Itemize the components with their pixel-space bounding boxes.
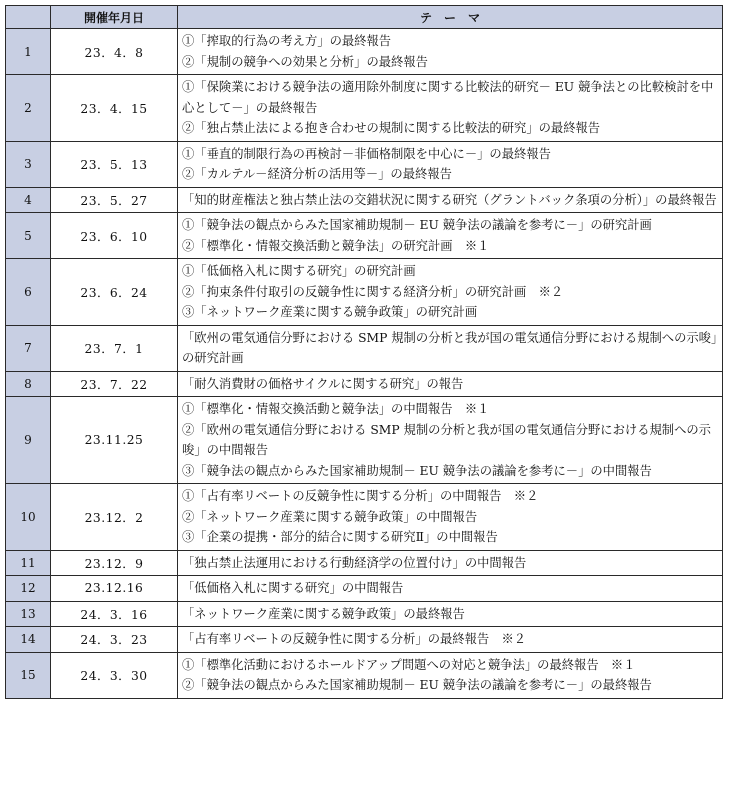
row-date: 23.12．2	[51, 484, 178, 551]
theme-line: 「知的財産権法と独占禁止法の交錯状況に関する研究（グラントバック条項の分析）」の最終報告	[182, 192, 717, 207]
row-theme	[178, 141, 723, 187]
theme-line: ①「標準化活動におけるホールドアップ問題への対応と競争法」の最終報告 ※１	[182, 657, 636, 672]
theme-line: ②「カルテル－経済分析の活用等－」の最終報告	[182, 167, 452, 181]
table-row	[6, 213, 723, 259]
row-theme	[178, 371, 723, 397]
row-number: 13	[6, 601, 51, 627]
row-number: 7	[6, 325, 51, 371]
row-number: 12	[6, 576, 51, 602]
table-row	[6, 371, 723, 397]
theme-line: 「占有率リベートの反競争性に関する分析」の最終報告 ※２	[182, 632, 527, 646]
row-number: 2	[6, 75, 51, 142]
table-row	[6, 601, 723, 627]
row-theme	[178, 484, 723, 551]
header-date: 開催年月日	[51, 6, 178, 29]
row-date: 23．5．13	[51, 141, 178, 187]
theme-line: ②「ネットワーク産業に関する競争政策」の中間報告	[182, 509, 478, 524]
header-theme: テ ー マ	[178, 6, 723, 29]
theme-line: 「耐久消費財の価格サイクルに関する研究」の報告	[182, 376, 464, 391]
row-number: 6	[6, 259, 51, 326]
theme-line: ③「企業の提携・部分的結合に関する研究Ⅱ」の中間報告	[182, 530, 498, 544]
row-number: 14	[6, 627, 51, 653]
row-theme	[178, 576, 723, 602]
row-number: 10	[6, 484, 51, 551]
row-date: 23.12．9	[51, 550, 178, 576]
theme-line: ①「競争法の観点からみた国家補助規制－ EU 競争法の議論を参考に－」の研究計画	[182, 218, 652, 232]
row-theme	[178, 627, 723, 653]
theme-line: 「欧州の電気通信分野における SMP 規制の分析と我が国の電気通信分野における規制への示唆」の研究計画	[182, 330, 718, 365]
table-row	[6, 187, 723, 213]
theme-line: ①「保険業における競争法の適用除外制度に関する比較法的研究－ EU 競争法との比較検討を中心として－」の最終報告	[182, 80, 714, 115]
theme-line: 「独占禁止法運用における行動経済学の位置付け」の中間報告	[182, 555, 527, 570]
theme-line: ②「独占禁止法による抱き合わせの規制に関する比較法的研究」の最終報告	[182, 121, 601, 135]
table-row	[6, 141, 723, 187]
table-row	[6, 576, 723, 602]
row-theme	[178, 325, 723, 371]
row-date: 23．6．24	[51, 259, 178, 326]
row-theme	[178, 187, 723, 213]
row-theme	[178, 259, 723, 326]
table-row	[6, 29, 723, 75]
theme-line: ②「拘束条件付取引の反競争性に関する経済分析」の研究計画 ※２	[182, 284, 564, 299]
row-date: 23．4．8	[51, 29, 178, 75]
row-number: 11	[6, 550, 51, 576]
theme-line: ①「占有率リベートの反競争性に関する分析」の中間報告 ※２	[182, 489, 539, 503]
theme-line: ②「規制の競争への効果と分析」の最終報告	[182, 54, 428, 69]
theme-line: 「ネットワーク産業に関する競争政策」の最終報告	[182, 606, 465, 621]
row-date: 23.12.16	[51, 576, 178, 602]
row-number: 3	[6, 141, 51, 187]
theme-line: 「低価格入札に関する研究」の中間報告	[182, 581, 404, 595]
row-date: 24．3．16	[51, 601, 178, 627]
theme-line: ①「標準化・情報交換活動と競争法」の中間報告 ※１	[182, 402, 490, 416]
row-theme	[178, 397, 723, 484]
theme-line: ①「低価格入札に関する研究」の研究計画	[182, 264, 416, 278]
table-row	[6, 627, 723, 653]
row-theme	[178, 29, 723, 75]
row-theme	[178, 601, 723, 627]
row-theme	[178, 550, 723, 576]
header-row	[6, 6, 723, 29]
row-date: 23．7．1	[51, 325, 178, 371]
table-row	[6, 397, 723, 484]
table-row	[6, 259, 723, 326]
theme-line: ②「標準化・情報交換活動と競争法」の研究計画 ※１	[182, 238, 490, 253]
row-date: 23．6．10	[51, 213, 178, 259]
row-theme	[178, 75, 723, 142]
table-row	[6, 652, 723, 698]
theme-line: ③「競争法の観点からみた国家補助規制－ EU 競争法の議論を参考に－」の中間報告	[182, 463, 652, 478]
theme-line: ②「競争法の観点からみた国家補助規制－ EU 競争法の議論を参考に－」の最終報告	[182, 678, 652, 692]
table-row	[6, 550, 723, 576]
theme-line: ①「搾取的行為の考え方」の最終報告	[182, 34, 392, 48]
row-number: 8	[6, 371, 51, 397]
row-date: 24．3．23	[51, 627, 178, 653]
row-date: 23．7．22	[51, 371, 178, 397]
row-theme	[178, 213, 723, 259]
row-theme	[178, 652, 723, 698]
theme-line: ③「ネットワーク産業に関する競争政策」の研究計画	[182, 305, 478, 319]
table-row	[6, 325, 723, 371]
theme-line: ②「欧州の電気通信分野における SMP 規制の分析と我が国の電気通信分野における規制への示唆」の中間報告	[182, 422, 711, 457]
row-number: 5	[6, 213, 51, 259]
row-date: 23.11.25	[51, 397, 178, 484]
header-no	[6, 6, 51, 29]
row-number: 15	[6, 652, 51, 698]
row-number: 1	[6, 29, 51, 75]
row-number: 9	[6, 397, 51, 484]
table-row	[6, 75, 723, 142]
row-date: 23．5．27	[51, 187, 178, 213]
table-row	[6, 484, 723, 551]
row-date: 23．4．15	[51, 75, 178, 142]
schedule-table	[5, 5, 723, 699]
row-number: 4	[6, 187, 51, 213]
theme-line: ①「垂直的制限行為の再検討－非価格制限を中心に－」の最終報告	[182, 146, 551, 161]
row-date: 24．3．30	[51, 652, 178, 698]
